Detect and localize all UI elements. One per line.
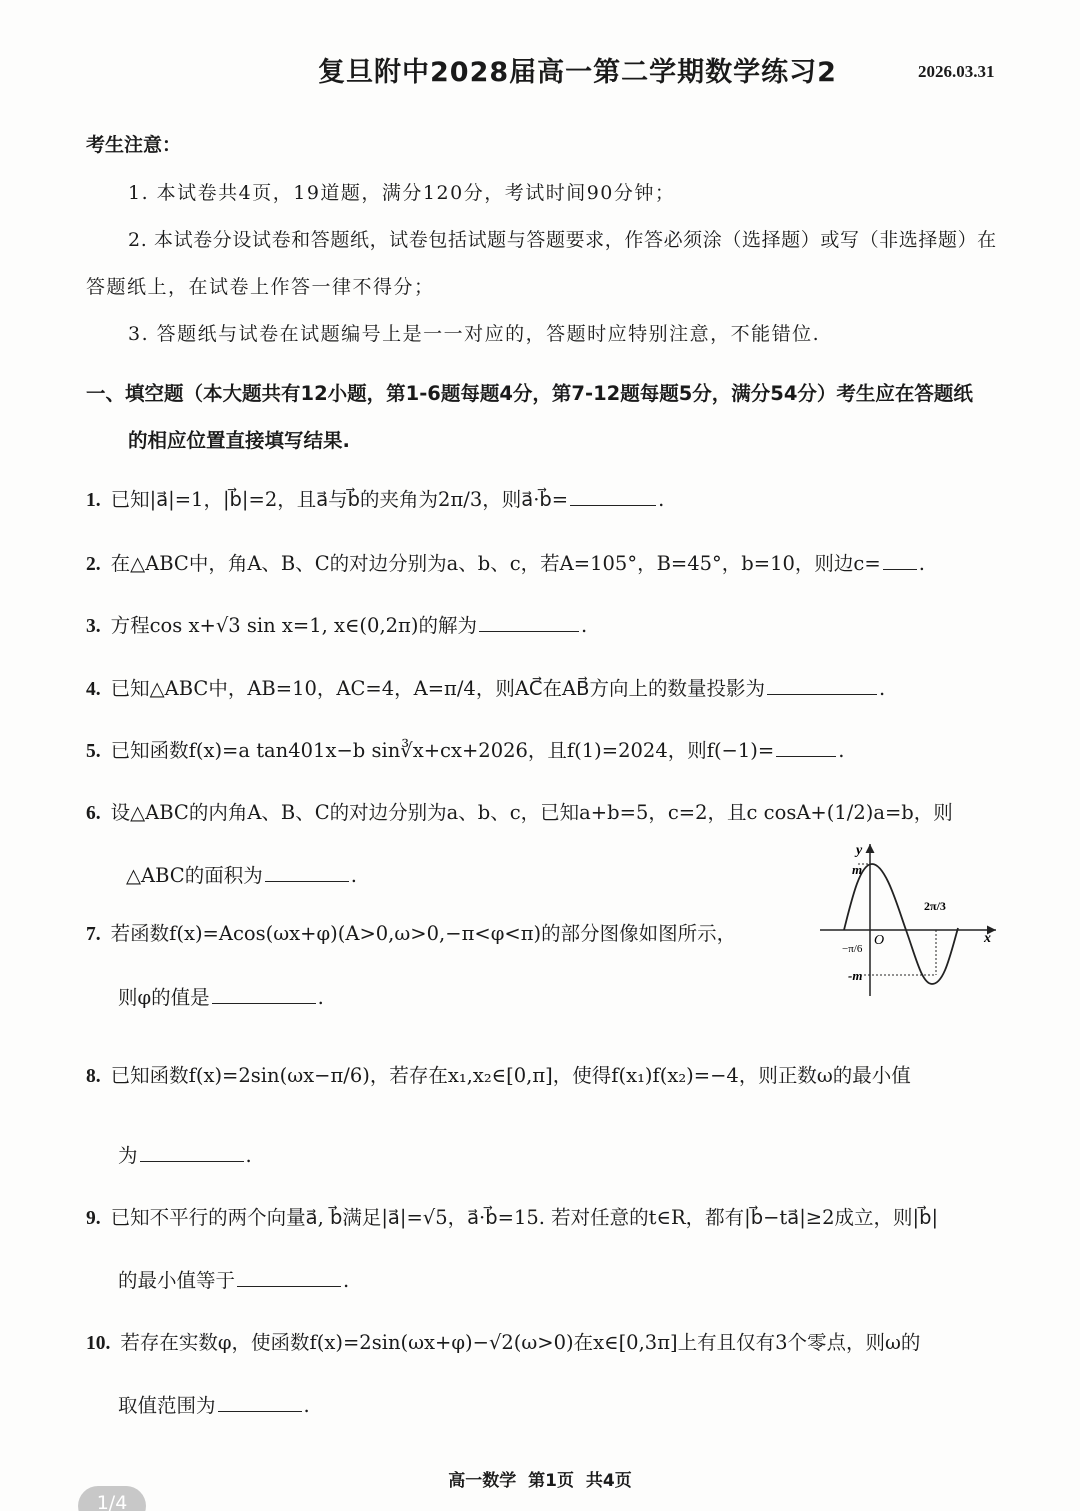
question-number: 3. [86, 616, 101, 637]
question-text: 则φ的值是 [118, 986, 210, 1009]
question-text: 若存在实数φ，使函数f(x)=2sin(ωx+φ)−√2(ω>0)在x∈[0,3π]上有且仅有3个零点，则ω的 [120, 1331, 921, 1354]
exam-date: 2026.03.31 [918, 62, 995, 81]
answer-blank[interactable] [265, 864, 349, 882]
question-end: . [317, 986, 324, 1009]
question-9-cont [118, 1265, 349, 1293]
question-text: 设△ABC的内角A、B、C的对边分别为a、b、c，已知a+b=5，c=2，且c cosA+(1/2)a=b，则 [110, 801, 953, 824]
question-10-cont [118, 1390, 310, 1418]
question-8 [86, 1060, 911, 1088]
page-footer: 高一数学 第1页 共4页 [448, 1471, 632, 1491]
question-8-cont [118, 1140, 252, 1168]
answer-blank[interactable] [212, 986, 316, 1004]
question-6-cont [126, 860, 357, 888]
question-text: 方程cos x+√3 sin x=1, x∈(0,2π)的解为 [110, 614, 477, 637]
neg-m-label: -m [848, 968, 863, 983]
question-4 [86, 673, 885, 701]
cosine-graph [812, 838, 1002, 998]
section-heading: 一、填空题（本大题共有12小题，第1-6题每题4分，第7-12题每题5分，满分54分）考生应在答题纸 [86, 382, 973, 405]
question-7-cont [118, 982, 324, 1010]
cosine-curve [844, 864, 958, 984]
question-number: 10. [86, 1333, 111, 1354]
origin-label: O [874, 933, 885, 948]
question-end: . [350, 864, 357, 887]
question-text: 已知不平行的两个向量a⃗, b⃗满足|a⃗|=√5，a⃗·b⃗=15. 若对任意的t∈R，都有|b⃗−ta⃗|≥2成立，则|b⃗| [110, 1206, 939, 1229]
page-title: 复旦附中2028届高一第二学期数学练习2 [318, 57, 837, 88]
notice-line-2a: 2. 本试卷分设试卷和答题纸，试卷包括试题与答题要求，作答必须涂（选择题）或写（非选择题）在 [128, 229, 997, 251]
question-end: . [580, 614, 588, 637]
question-number: 1. [86, 490, 101, 511]
question-2 [86, 548, 925, 576]
question-text: 为 [118, 1144, 138, 1167]
question-text: △ABC的面积为 [126, 864, 263, 887]
left-tick-label: −π/6 [842, 943, 863, 955]
question-text: 已知△ABC中，AB=10，AC=4，A=π/4，则AC⃗在AB⃗方向上的数量投影为 [110, 677, 765, 700]
x-label: x [984, 931, 991, 946]
question-9 [86, 1202, 938, 1230]
answer-blank[interactable] [767, 677, 877, 695]
question-end: . [658, 488, 665, 511]
question-end: . [838, 739, 845, 762]
answer-blank[interactable] [776, 739, 836, 757]
question-text: 已知函数f(x)=a tan401x−b sin∛x+cx+2026，且f(1)=2024，则f(−1)= [110, 739, 775, 762]
question-10 [86, 1327, 920, 1355]
question-text: 在△ABC中，角A、B、C的对边分别为a、b、c，若A=105°，B=45°，b=10，则边c= [110, 552, 881, 575]
question-text: 已知函数f(x)=2sin(ωx−π/6)，若存在x₁,x₂∈[0,π]，使得f(x₁)f(x₂)=−4，则正数ω的最小值 [110, 1064, 911, 1087]
section-heading-cont: 的相应位置直接填写结果. [128, 429, 350, 452]
page-indicator[interactable]: 1/4 [78, 1486, 146, 1511]
question-text: 取值范围为 [118, 1394, 216, 1417]
answer-blank[interactable] [140, 1144, 244, 1162]
right-tick-label: 2π/3 [924, 899, 946, 913]
question-number: 4. [86, 679, 101, 700]
notice-line-3: 3. 答题纸与试卷在试题编号上是一一对应的，答题时应特别注意，不能错位. [128, 323, 821, 345]
answer-blank[interactable] [883, 552, 917, 570]
m-label: m [852, 862, 863, 877]
question-text: 若函数f(x)=Acos(ωx+φ)(A>0,ω>0,−π<φ<π)的部分图像如图所示， [110, 922, 737, 945]
question-number: 7. [86, 924, 101, 945]
question-6 [86, 797, 953, 825]
notice-line-2b: 答题纸上，在试卷上作答一律不得分； [86, 276, 435, 298]
question-number: 9. [86, 1208, 101, 1229]
question-number: 6. [86, 803, 101, 824]
question-number: 8. [86, 1066, 101, 1087]
notice-heading: 考生注意： [86, 134, 182, 156]
question-end: . [303, 1394, 310, 1417]
answer-blank[interactable] [237, 1269, 341, 1287]
question-3 [86, 610, 587, 638]
question-1 [86, 484, 664, 512]
question-text: 已知|a⃗|=1，|b⃗|=2，且a⃗与b⃗的夹角为2π/3，则a⃗·b⃗= [110, 488, 569, 511]
y-label: y [856, 843, 863, 858]
question-number: 2. [86, 554, 101, 575]
question-end: . [918, 552, 925, 575]
question-text: 的最小值等于 [118, 1269, 236, 1292]
answer-blank[interactable] [218, 1394, 302, 1412]
answer-blank[interactable] [570, 488, 656, 506]
question-end: . [245, 1144, 252, 1167]
question-end: . [879, 677, 886, 700]
question-end: . [343, 1269, 350, 1292]
question-5 [86, 735, 844, 763]
question-number: 5. [86, 741, 101, 762]
answer-blank[interactable] [479, 614, 579, 632]
question-7 [86, 918, 736, 946]
notice-line-1: 1. 本试卷共4页，19道题，满分120分，考试时间90分钟； [128, 182, 676, 204]
